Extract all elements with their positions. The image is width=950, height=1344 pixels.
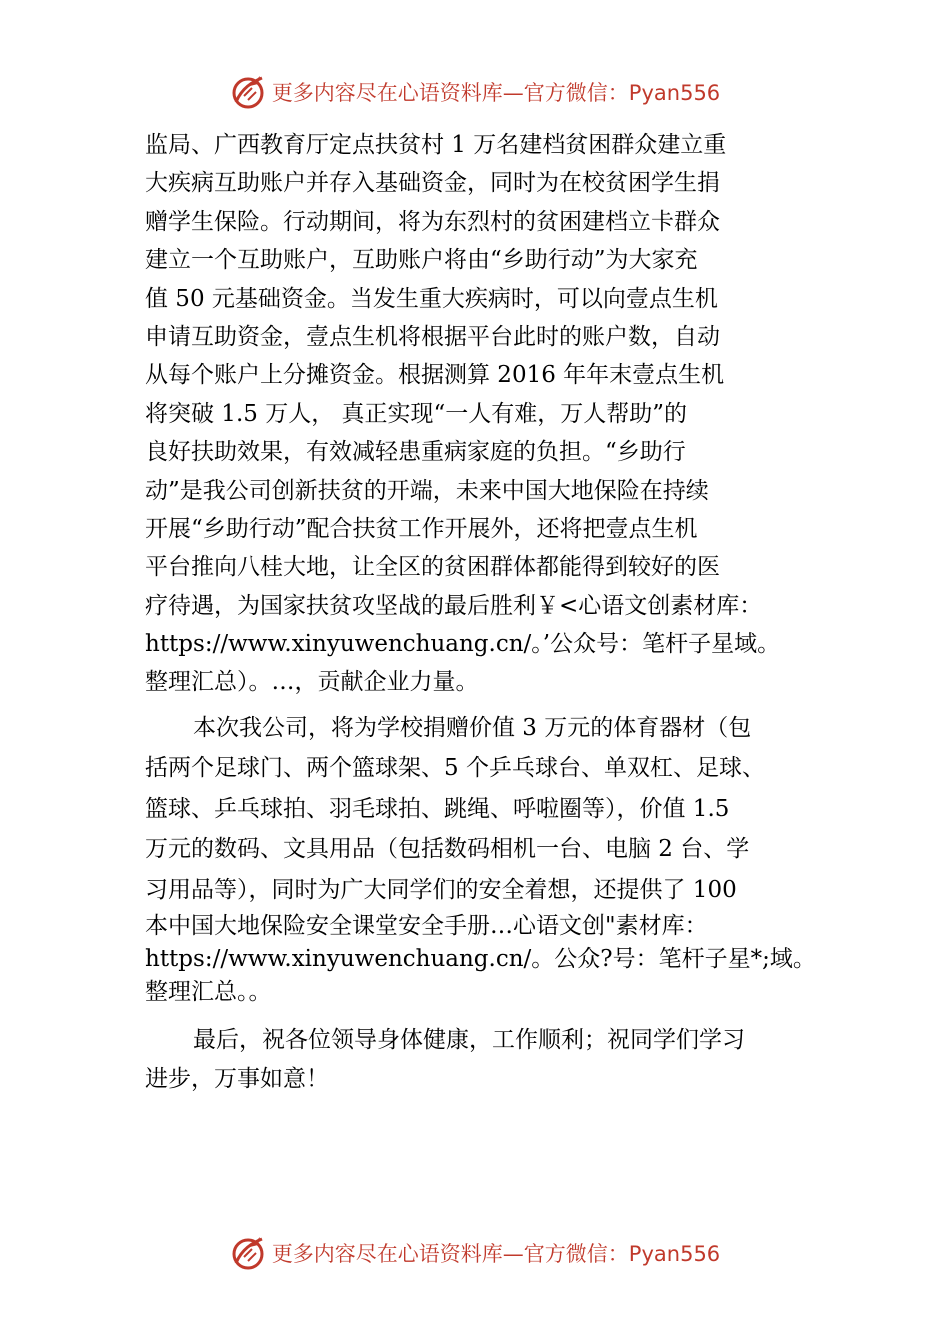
text-line: 最后，祝各位领导身体健康，工作顺利；祝同学们学习 — [193, 1027, 745, 1054]
text-line: 良好扶助效果，有效减轻患重病家庭的负担。“乡助行 — [145, 439, 686, 466]
text-line: 开展“乡助行动”配合扶贫工作开展外，还将把壹点生机 — [145, 515, 698, 542]
text-line: https://www.xinyuwenchuang.cn/。公众?号：笔杆子星*;域。 — [145, 946, 816, 973]
text-line: 值 50 元基础资金。当发生重大疾病时，可以向壹点生机 — [145, 285, 718, 312]
text-line: 括两个足球门、两个篮球架、5 个乒乓球台、单双杠、足球、 — [145, 755, 765, 782]
text-line: 习用品等），同时为广大同学们的安全着想，还提供了 100 — [145, 876, 737, 903]
paragraph-1 — [145, 126, 845, 702]
paragraph-2 — [145, 708, 845, 1010]
text-line: https://www.xinyuwenchuang.cn/。’公众号：笔杆子星域。 — [145, 631, 781, 658]
text-line: 进步，万事如意！ — [145, 1065, 329, 1092]
text-line: 将突破 1.5 万人， 真正实现“一人有难，万人帮助”的 — [145, 400, 688, 427]
logo-icon — [230, 74, 266, 110]
text-line: 赠学生保险。行动期间，将为东烈村的贫困建档立卡群众 — [145, 208, 720, 235]
header-banner — [0, 72, 950, 112]
text-line: 万元的数码、文具用品（包括数码相机一台、电脑 2 台、学 — [145, 836, 750, 863]
text-line: 监局、广西教育厅定点扶贫村 1 万名建档贫困群众建立重 — [145, 132, 727, 158]
text-line: 建立一个互助账户，互助账户将由“乡助行动”为大家充 — [145, 247, 698, 274]
text-line: 平台推向八桂大地，让全区的贫困群体都能得到较好的医 — [145, 554, 720, 581]
document-body — [145, 126, 845, 1098]
text-line: 疗待遇，为国家扶贫攻坚战的最后胜利￥<心语文创素材库： — [145, 592, 763, 619]
text-line: 本中国大地保险安全课堂安全手册…心语文创"素材库： — [145, 913, 708, 940]
banner-text: 更多内容尽在心语资料库—官方微信：Pyan556 — [271, 81, 721, 105]
text-line: 整理汇总。。 — [145, 979, 272, 1006]
text-line: 本次我公司，将为学校捐赠价值 3 万元的体育器材（包 — [193, 714, 752, 741]
logo-icon — [230, 1235, 266, 1271]
text-line: 整理汇总）。…，贡献企业力量。 — [145, 669, 479, 696]
paragraph-3 — [145, 1021, 845, 1098]
text-line: 篮球、乒乓球拍、羽毛球拍、跳绳、呼啦圈等），价值 1.5 — [145, 795, 730, 822]
text-line: 大疾病互助账户并存入基础资金，同时为在校贫困学生捐 — [145, 170, 720, 197]
text-line: 动”是我公司创新扶贫的开端，未来中国大地保险在持续 — [145, 477, 709, 504]
text-line: 申请互助资金，壹点生机将根据平台此时的账户数，自动 — [145, 323, 720, 350]
text-line: 从每个账户上分摊资金。根据测算 2016 年年末壹点生机 — [145, 362, 725, 389]
banner-text: 更多内容尽在心语资料库—官方微信：Pyan556 — [271, 1242, 721, 1266]
footer-banner — [0, 1233, 950, 1273]
